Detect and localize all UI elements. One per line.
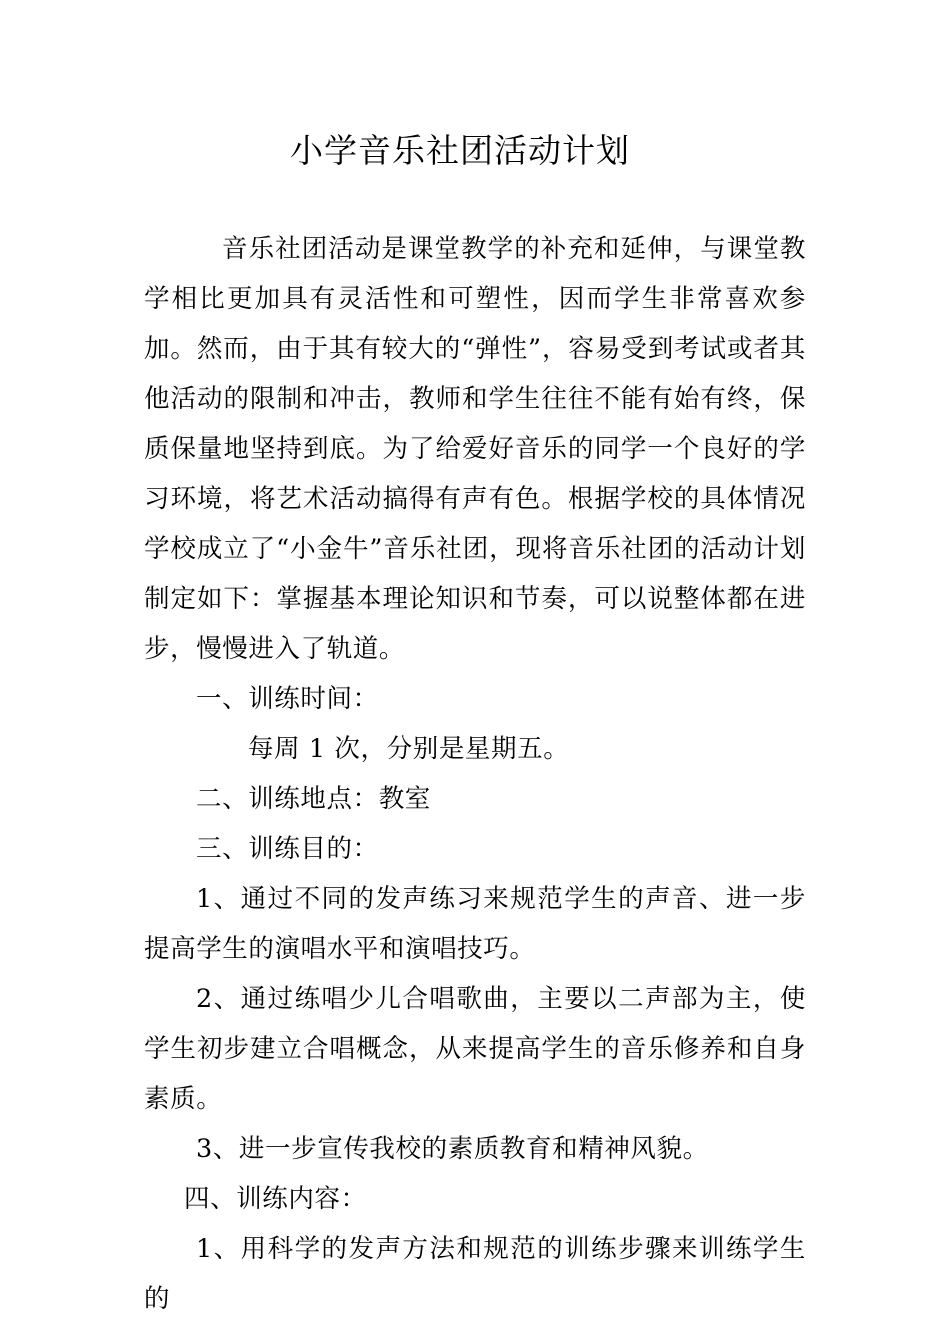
section3-heading: 三、训练目的： [196,834,379,864]
document-title: 小学音乐社团活动计划 [290,131,630,170]
section4-heading: 四、训练内容： [184,1184,367,1214]
goal-item: 1、通过不同的发声练习来规范学生的声音、进一步提高学生的演唱水平和演唱技巧。 [144,884,806,964]
document-body [144,224,806,1324]
section2-heading: 二、训练地点：教室 [196,784,431,814]
goal-item: 3、进一步宣传我校的素质教育和精神风貌。 [196,1134,709,1164]
section1-text: 每周 1 次，分别是星期五。 [248,734,570,764]
content-item: 1、用科学的发声方法和规范的训练步骤来训练学生的 [144,1234,806,1314]
goal-item: 2、通过练唱少儿合唱歌曲，主要以二声部为主，使学生初步建立合唱概念，从来提高学生的音乐修养和自身素质。 [144,984,806,1114]
intro-paragraph: 音乐社团活动是课堂教学的补充和延伸，与课堂教学相比更加具有灵活性和可塑性，因而学生非常喜欢参加。然而，由于其有较大的“弹性”，容易受到考试或者其他活动的限制和冲击，教师和学生往往不能有始有终，保质保量地坚持到底。为了给爱好音乐的同学一个良好的学习环境，将艺术活动搞得有声有色。根据学校的具体情况学校成立了“小金牛”音乐社团，现将音乐社团的活动计划制定如下：掌握基本理论知识和节奏，可以说整体都在进步，慢慢进入了轨道。 [144,234,806,664]
section1-heading: 一、训练时间： [196,684,379,714]
